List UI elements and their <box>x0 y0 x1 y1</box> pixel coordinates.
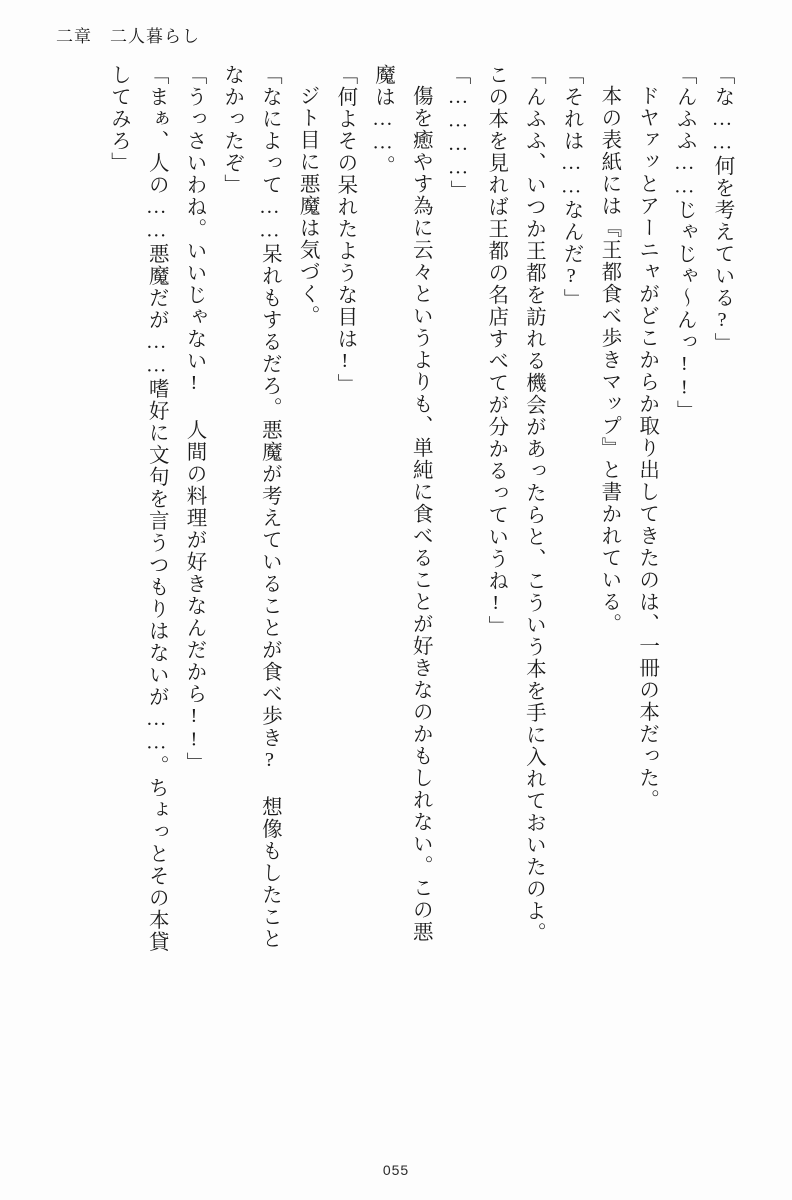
text-line: 「まぁ、人の……悪魔だが……嗜好に文句を言うつもりはないが……。ちょっとその本貸 <box>145 64 168 953</box>
text-line: この本を見れば王都の名店すべてが分かるっていうね!」 <box>484 64 507 638</box>
text-line: 「何よその呆れたような目は!」 <box>333 64 356 396</box>
chapter-number: 二章 <box>56 27 92 46</box>
text-line: 魔は……。 <box>371 64 394 177</box>
running-header <box>56 22 200 47</box>
text-line: 「んふふ、いつか王都を訪れる機会があったらと、こういう本を手に入れておいたのよ。 <box>522 64 545 944</box>
body-text <box>56 64 740 1124</box>
text-line: ドヤァッとアーニャがどこからか取り出してきたのは、一冊の本だった。 <box>635 85 658 811</box>
text-line: なかったぞ」 <box>220 64 243 196</box>
text-line: 「うっさいわね。いいじゃない! 人間の料理が好きなんだから!!」 <box>182 64 205 774</box>
text-line: 「んふふ……じゃじゃ～んっ!!」 <box>673 64 696 422</box>
text-line: 本の表紙には『王都食べ歩きマップ』と書かれている。 <box>597 85 620 635</box>
text-line: 「な……何を考えている?」 <box>711 64 733 355</box>
text-line: 「それは……なんだ?」 <box>560 64 583 311</box>
text-line: 「…………」 <box>446 64 469 202</box>
text-line: 傷を癒やす為に云々というよりも、単純に食べることが好きなのかもしれない。この悪 <box>409 85 432 943</box>
text-line: 「なによって……呆れもするだろ。悪魔が考えていることが食べ歩き? 想像もしたこと <box>258 64 281 950</box>
chapter-title: 二人暮らし <box>110 27 200 46</box>
text-line: してみろ」 <box>107 64 130 174</box>
text-line: ジト目に悪魔は気づく。 <box>296 85 319 327</box>
page-number: 055 <box>382 1162 410 1178</box>
